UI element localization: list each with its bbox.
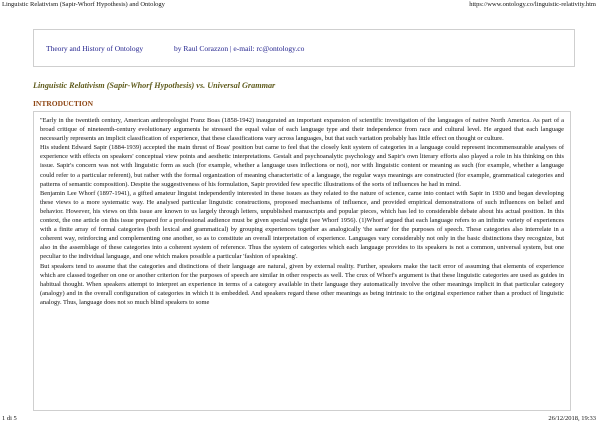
page-title: Linguistic Relativism (Sapir-Whorf Hypothesis) vs. Universal Grammar	[33, 81, 276, 90]
paragraph-sapir: His student Edward Sapir (1884-1939) accepted the main thrust of Boas' position but came to feel that the closely knit system of categories in a language could represent incommensurable analyses of experience with effects on speakers' conceptual view points and aesthetic interpretations. Gestalt and psychoanalytic psychology and Sapir's own literary efforts also played a role in his thinking on this issue. Sapir's concern was not with linguistic form as such (for example, whether a language uses inflections or not), nor with linguistic content or meaning as such (for example, whether a language could refer to a particular referent), but rather with the formal organization of meaning characteristic of a language, the regular ways meanings are constructed (for example, grammatical categories and patterns of semantic composition). Despite the suggestiveness of his formulation, Sapir provided few specific illustrations of the sorts of influences he had in mind.	[40, 144, 564, 188]
paragraph-whorf: Benjamin Lee Whorf (1897-1941), a gifted amateur linguist independently interested in these issues as they related to the nature of science, came into contact with Sapir in 1930 and began developing these views to a more systematic way. He analysed particular linguistic constructions, proposed mechanisms of influence, and provided empirical demonstrations of such influences on belief and behavior. However, his views on this issue are known to us largely through letters, unpublished manuscripts and popular pieces, which has led to considerable debate about his actual position. In this context, the one article on this issue prepared for a professional audience must be given special weight (see Whorf 1956). (1)Whorf argued that each language refers to an infinite variety of experiences with a finite array of formal categories (both lexical and grammatical) by grouping experiences together as analogically 'the same' for the purposes of speech. These categories also interrelate in a coherent way, reinforcing and complementing one another, so as to constitute an overall interpretation of experience. Languages vary considerably not only in the basic distinctions they recognize, but also in the assemblage of these categories into a coherent system of reference. Thus the system of categories which each language provides to its speakers is not a common, universal system, but one peculiar to the individual language, and one which makes possible a particular 'fashion of speaking'.	[40, 189, 564, 261]
print-datetime: 26/12/2018, 19:33	[548, 415, 596, 422]
paragraph-boas: "Early in the twentieth century, American anthropologist Franz Boas (1858-1942) inaugurated an important expansion of scientific investigation of the languages of native North America. As part of a broad critique of nineteenth-century evolutionary arguments he stressed the equal value of each language type and their independence from race and cultural level. He argued that each language necessarily represents an implicit classification of experience, that these classifications vary across languages, but that such variation probably has little effect on thought or culture.	[40, 117, 564, 143]
page-number: 1 di 5	[2, 415, 17, 422]
paragraph-categories: But speakers tend to assume that the categories and distinctions of their language are natural, given by external reality. Further, speakers make the tacit error of assuming that elements of experience which are classed together on one or another criterion for the purposes of speech are similar in other respects as well. The crux of Whorf's argument is that these linguistic categories are used as guides in habitual thought. When speakers attempt to interpret an experience in terms of a category available in their language they automatically involve the other meanings implicit in that particular category (analogy) and in the overall configuration of categories in which it is embedded. And speakers regard these other meanings as being intrinsic to the original experience rather than a product of linguistic analogy. Thus, language does not so much blind speakers to some	[40, 262, 564, 306]
author-email-link[interactable]: by Raul Corazzon | e-mail: rc@ontology.co	[174, 44, 305, 53]
article-content	[33, 111, 571, 411]
print-doc-title: Linguistic Relativism (Sapir-Whorf Hypothesis) and Ontology	[2, 1, 165, 8]
site-home-link[interactable]: Theory and History of Ontology	[46, 44, 144, 53]
print-url: https://www.ontology.co/linguistic-relativity.htm	[469, 1, 596, 8]
section-heading: INTRODUCTION	[33, 99, 94, 108]
print-header	[0, 0, 600, 10]
print-footer	[0, 414, 600, 424]
site-banner	[33, 29, 575, 67]
